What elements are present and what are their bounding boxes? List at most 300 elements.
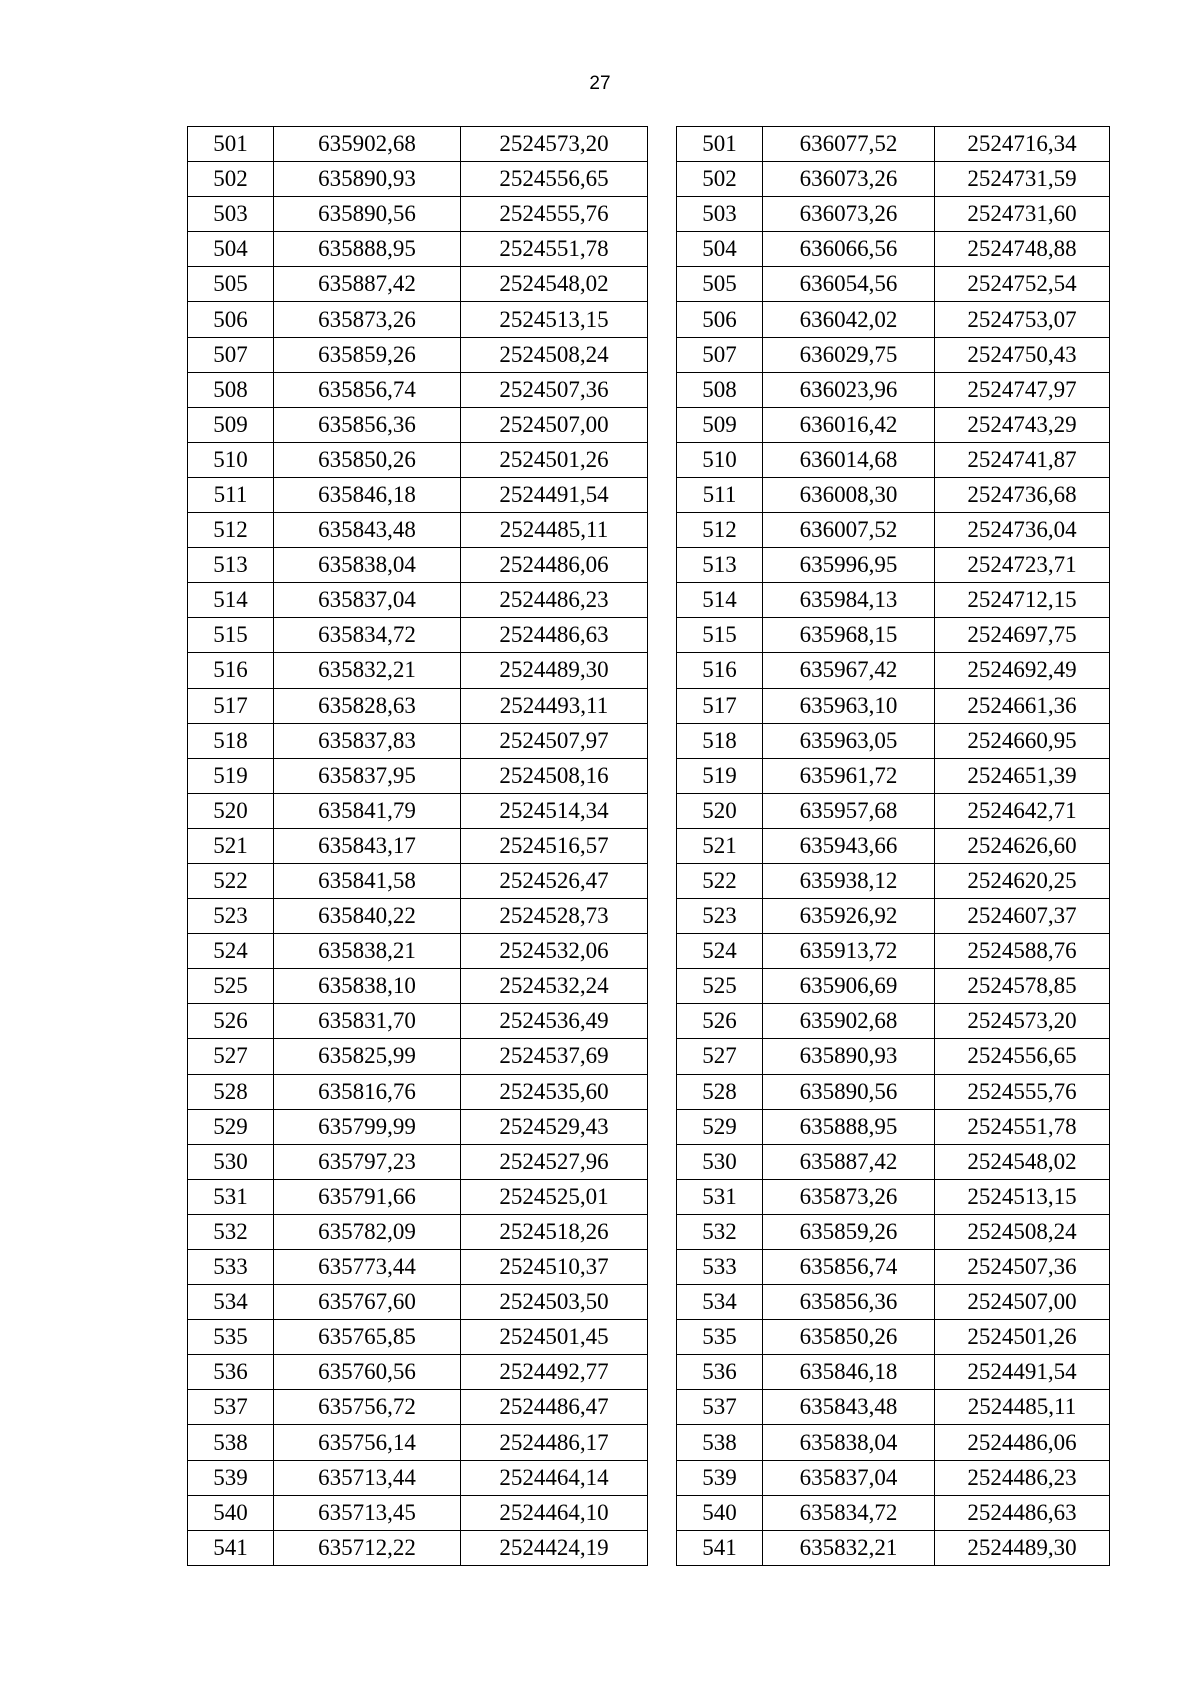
table-row [188,1285,648,1320]
y-coordinate-cell: 2524508,24 [461,337,648,372]
y-coordinate-cell: 2524573,20 [461,127,648,162]
x-coordinate-cell: 635837,04 [763,1460,935,1495]
x-coordinate-cell: 635782,09 [274,1214,461,1249]
point-number-cell: 528 [188,1074,274,1109]
table-row [188,723,648,758]
x-coordinate-cell: 635832,21 [274,653,461,688]
table-row [677,442,1110,477]
table-row [188,899,648,934]
x-coordinate-cell: 635890,56 [274,197,461,232]
point-number-cell: 525 [188,969,274,1004]
y-coordinate-cell: 2524573,20 [935,1004,1110,1039]
y-coordinate-cell: 2524507,36 [461,372,648,407]
point-number-cell: 532 [188,1214,274,1249]
y-coordinate-cell: 2524620,25 [935,863,1110,898]
y-coordinate-cell: 2524464,14 [461,1460,648,1495]
point-number-cell: 510 [677,442,763,477]
y-coordinate-cell: 2524513,15 [935,1179,1110,1214]
table-row [188,618,648,653]
y-coordinate-cell: 2524491,54 [461,477,648,512]
x-coordinate-cell: 635756,72 [274,1390,461,1425]
x-coordinate-cell: 635957,68 [763,793,935,828]
y-coordinate-cell: 2524651,39 [935,758,1110,793]
y-coordinate-cell: 2524486,23 [461,583,648,618]
y-coordinate-cell: 2524486,06 [461,548,648,583]
table-row [188,302,648,337]
x-coordinate-cell: 636014,68 [763,442,935,477]
point-number-cell: 515 [188,618,274,653]
point-number-cell: 530 [677,1144,763,1179]
table-row [188,442,648,477]
point-number-cell: 521 [188,828,274,863]
point-number-cell: 529 [188,1109,274,1144]
x-coordinate-cell: 635890,93 [274,162,461,197]
point-number-cell: 516 [188,653,274,688]
y-coordinate-cell: 2524501,26 [461,442,648,477]
point-number-cell: 525 [677,969,763,1004]
y-coordinate-cell: 2524507,36 [935,1250,1110,1285]
point-number-cell: 503 [677,197,763,232]
y-coordinate-cell: 2524731,60 [935,197,1110,232]
y-coordinate-cell: 2524486,47 [461,1390,648,1425]
y-coordinate-cell: 2524536,49 [461,1004,648,1039]
y-coordinate-cell: 2524607,37 [935,899,1110,934]
x-coordinate-cell: 635850,26 [763,1320,935,1355]
point-number-cell: 534 [188,1285,274,1320]
point-number-cell: 505 [188,267,274,302]
point-number-cell: 505 [677,267,763,302]
y-coordinate-cell: 2524642,71 [935,793,1110,828]
point-number-cell: 524 [188,934,274,969]
point-number-cell: 534 [677,1285,763,1320]
table-row [677,1495,1110,1530]
table-row [188,127,648,162]
y-coordinate-cell: 2524486,17 [461,1425,648,1460]
y-coordinate-cell: 2524514,34 [461,793,648,828]
table-row [188,828,648,863]
y-coordinate-cell: 2524537,69 [461,1039,648,1074]
x-coordinate-cell: 635887,42 [274,267,461,302]
y-coordinate-cell: 2524548,02 [935,1144,1110,1179]
table-row [188,162,648,197]
table-row [188,232,648,267]
point-number-cell: 518 [677,723,763,758]
x-coordinate-cell: 635846,18 [763,1355,935,1390]
point-number-cell: 504 [677,232,763,267]
x-coordinate-cell: 635767,60 [274,1285,461,1320]
point-number-cell: 513 [188,548,274,583]
table-row [188,793,648,828]
y-coordinate-cell: 2524486,06 [935,1425,1110,1460]
y-coordinate-cell: 2524548,02 [461,267,648,302]
table-row [188,1390,648,1425]
point-number-cell: 532 [677,1214,763,1249]
y-coordinate-cell: 2524492,77 [461,1355,648,1390]
x-coordinate-cell: 635841,58 [274,863,461,898]
point-number-cell: 504 [188,232,274,267]
table-row [677,372,1110,407]
x-coordinate-cell: 635888,95 [763,1109,935,1144]
point-number-cell: 526 [677,1004,763,1039]
point-number-cell: 521 [677,828,763,863]
x-coordinate-cell: 635902,68 [763,1004,935,1039]
y-coordinate-cell: 2524489,30 [461,653,648,688]
table-row [188,934,648,969]
table-row [677,407,1110,442]
y-coordinate-cell: 2524493,11 [461,688,648,723]
table-row [188,513,648,548]
table-row [677,337,1110,372]
x-coordinate-cell: 635797,23 [274,1144,461,1179]
table-row [188,758,648,793]
point-number-cell: 533 [677,1250,763,1285]
point-number-cell: 514 [188,583,274,618]
point-number-cell: 509 [677,407,763,442]
point-number-cell: 536 [188,1355,274,1390]
y-coordinate-cell: 2524508,24 [935,1214,1110,1249]
x-coordinate-cell: 635913,72 [763,934,935,969]
y-coordinate-cell: 2524752,54 [935,267,1110,302]
x-coordinate-cell: 635961,72 [763,758,935,793]
y-coordinate-cell: 2524518,26 [461,1214,648,1249]
x-coordinate-cell: 636016,42 [763,407,935,442]
point-number-cell: 512 [677,513,763,548]
y-coordinate-cell: 2524513,15 [461,302,648,337]
y-coordinate-cell: 2524507,97 [461,723,648,758]
table-row [188,1530,648,1565]
point-number-cell: 502 [188,162,274,197]
x-coordinate-cell: 635890,93 [763,1039,935,1074]
table-row [188,1355,648,1390]
x-coordinate-cell: 635832,21 [763,1530,935,1565]
table-row [677,1460,1110,1495]
table-row [677,1425,1110,1460]
x-coordinate-cell: 635967,42 [763,653,935,688]
table-row [188,583,648,618]
point-number-cell: 501 [677,127,763,162]
table-row [188,1425,648,1460]
y-coordinate-cell: 2524510,37 [461,1250,648,1285]
point-number-cell: 527 [677,1039,763,1074]
table-row [188,1495,648,1530]
x-coordinate-cell: 636073,26 [763,162,935,197]
table-row [188,197,648,232]
table-row [188,969,648,1004]
table-row [677,1074,1110,1109]
y-coordinate-cell: 2524723,71 [935,548,1110,583]
point-number-cell: 517 [188,688,274,723]
point-number-cell: 513 [677,548,763,583]
page-number: 27 [589,73,611,94]
table-row [677,197,1110,232]
x-coordinate-cell: 635773,44 [274,1250,461,1285]
x-coordinate-cell: 636023,96 [763,372,935,407]
y-coordinate-cell: 2524555,76 [935,1074,1110,1109]
x-coordinate-cell: 635856,74 [763,1250,935,1285]
x-coordinate-cell: 635837,95 [274,758,461,793]
table-row [677,1004,1110,1039]
y-coordinate-cell: 2524716,34 [935,127,1110,162]
table-body [188,127,648,1566]
table-row [188,1039,648,1074]
table-row [677,828,1110,863]
x-coordinate-cell: 635859,26 [274,337,461,372]
table-row [677,583,1110,618]
point-number-cell: 507 [677,337,763,372]
point-number-cell: 531 [188,1179,274,1214]
point-number-cell: 539 [188,1460,274,1495]
y-coordinate-cell: 2524736,04 [935,513,1110,548]
x-coordinate-cell: 636066,56 [763,232,935,267]
table-row [677,1109,1110,1144]
x-coordinate-cell: 635843,48 [763,1390,935,1425]
y-coordinate-cell: 2524528,73 [461,899,648,934]
y-coordinate-cell: 2524556,65 [461,162,648,197]
point-number-cell: 515 [677,618,763,653]
point-number-cell: 509 [188,407,274,442]
table-row [677,934,1110,969]
x-coordinate-cell: 636073,26 [763,197,935,232]
table-row [188,548,648,583]
point-number-cell: 501 [188,127,274,162]
table-row [188,337,648,372]
x-coordinate-cell: 635825,99 [274,1039,461,1074]
y-coordinate-cell: 2524532,06 [461,934,648,969]
y-coordinate-cell: 2524507,00 [461,407,648,442]
y-coordinate-cell: 2524464,10 [461,1495,648,1530]
table-row [677,1390,1110,1425]
point-number-cell: 503 [188,197,274,232]
y-coordinate-cell: 2524486,63 [935,1495,1110,1530]
table-row [677,1144,1110,1179]
table-row [188,372,648,407]
x-coordinate-cell: 635846,18 [274,477,461,512]
x-coordinate-cell: 635841,79 [274,793,461,828]
y-coordinate-cell: 2524516,57 [461,828,648,863]
y-coordinate-cell: 2524712,15 [935,583,1110,618]
table-row [677,162,1110,197]
point-number-cell: 526 [188,1004,274,1039]
point-number-cell: 520 [677,793,763,828]
x-coordinate-cell: 635859,26 [763,1214,935,1249]
point-number-cell: 522 [677,863,763,898]
point-number-cell: 508 [677,372,763,407]
x-coordinate-cell: 636029,75 [763,337,935,372]
y-coordinate-cell: 2524556,65 [935,1039,1110,1074]
y-coordinate-cell: 2524501,26 [935,1320,1110,1355]
x-coordinate-cell: 635816,76 [274,1074,461,1109]
x-coordinate-cell: 635713,45 [274,1495,461,1530]
table-row [677,1355,1110,1390]
table-row [677,863,1110,898]
point-number-cell: 511 [677,477,763,512]
point-number-cell: 524 [677,934,763,969]
x-coordinate-cell: 635712,22 [274,1530,461,1565]
y-coordinate-cell: 2524661,36 [935,688,1110,723]
point-number-cell: 517 [677,688,763,723]
y-coordinate-cell: 2524527,96 [461,1144,648,1179]
table-row [677,302,1110,337]
point-number-cell: 511 [188,477,274,512]
table-row [188,407,648,442]
point-number-cell: 508 [188,372,274,407]
x-coordinate-cell: 636042,02 [763,302,935,337]
x-coordinate-cell: 635791,66 [274,1179,461,1214]
x-coordinate-cell: 636007,52 [763,513,935,548]
y-coordinate-cell: 2524535,60 [461,1074,648,1109]
table-row [677,1214,1110,1249]
x-coordinate-cell: 635856,36 [274,407,461,442]
table-row [677,723,1110,758]
y-coordinate-cell: 2524692,49 [935,653,1110,688]
point-number-cell: 514 [677,583,763,618]
point-number-cell: 535 [188,1320,274,1355]
table-row [677,1039,1110,1074]
point-number-cell: 519 [677,758,763,793]
x-coordinate-cell: 635963,05 [763,723,935,758]
y-coordinate-cell: 2524753,07 [935,302,1110,337]
x-coordinate-cell: 635834,72 [274,618,461,653]
y-coordinate-cell: 2524750,43 [935,337,1110,372]
x-coordinate-cell: 635838,04 [274,548,461,583]
point-number-cell: 538 [677,1425,763,1460]
table-row [677,688,1110,723]
table-row [677,899,1110,934]
x-coordinate-cell: 635887,42 [763,1144,935,1179]
table-row [188,1250,648,1285]
table-row [188,1074,648,1109]
y-coordinate-cell: 2524551,78 [461,232,648,267]
point-number-cell: 535 [677,1320,763,1355]
point-number-cell: 531 [677,1179,763,1214]
y-coordinate-cell: 2524489,30 [935,1530,1110,1565]
y-coordinate-cell: 2524485,11 [935,1390,1110,1425]
table-row [188,1460,648,1495]
x-coordinate-cell: 635996,95 [763,548,935,583]
table-row [677,513,1110,548]
point-number-cell: 540 [677,1495,763,1530]
y-coordinate-cell: 2524626,60 [935,828,1110,863]
point-number-cell: 537 [677,1390,763,1425]
table-row [188,653,648,688]
point-number-cell: 541 [677,1530,763,1565]
point-number-cell: 541 [188,1530,274,1565]
x-coordinate-cell: 635837,83 [274,723,461,758]
table-row [188,1004,648,1039]
y-coordinate-cell: 2524507,00 [935,1285,1110,1320]
point-number-cell: 537 [188,1390,274,1425]
x-coordinate-cell: 636008,30 [763,477,935,512]
table-row [677,477,1110,512]
y-coordinate-cell: 2524532,24 [461,969,648,1004]
y-coordinate-cell: 2524486,23 [935,1460,1110,1495]
x-coordinate-cell: 635902,68 [274,127,461,162]
x-coordinate-cell: 635834,72 [763,1495,935,1530]
table-row [677,1285,1110,1320]
table-row [677,653,1110,688]
x-coordinate-cell: 635838,21 [274,934,461,969]
y-coordinate-cell: 2524486,63 [461,618,648,653]
coordinates-table-left [187,126,648,1566]
point-number-cell: 506 [188,302,274,337]
point-number-cell: 520 [188,793,274,828]
y-coordinate-cell: 2524588,76 [935,934,1110,969]
table-row [188,1144,648,1179]
table-row [188,1109,648,1144]
x-coordinate-cell: 635831,70 [274,1004,461,1039]
y-coordinate-cell: 2524424,19 [461,1530,648,1565]
point-number-cell: 510 [188,442,274,477]
point-number-cell: 527 [188,1039,274,1074]
x-coordinate-cell: 635890,56 [763,1074,935,1109]
y-coordinate-cell: 2524736,68 [935,477,1110,512]
x-coordinate-cell: 635843,48 [274,513,461,548]
y-coordinate-cell: 2524526,47 [461,863,648,898]
point-number-cell: 536 [677,1355,763,1390]
x-coordinate-cell: 635843,17 [274,828,461,863]
point-number-cell: 507 [188,337,274,372]
y-coordinate-cell: 2524551,78 [935,1109,1110,1144]
x-coordinate-cell: 635850,26 [274,442,461,477]
table-body [677,127,1110,1566]
table-row [677,548,1110,583]
x-coordinate-cell: 635799,99 [274,1109,461,1144]
x-coordinate-cell: 635838,10 [274,969,461,1004]
y-coordinate-cell: 2524501,45 [461,1320,648,1355]
x-coordinate-cell: 635713,44 [274,1460,461,1495]
point-number-cell: 528 [677,1074,763,1109]
y-coordinate-cell: 2524485,11 [461,513,648,548]
point-number-cell: 519 [188,758,274,793]
x-coordinate-cell: 635963,10 [763,688,935,723]
point-number-cell: 516 [677,653,763,688]
y-coordinate-cell: 2524747,97 [935,372,1110,407]
point-number-cell: 522 [188,863,274,898]
x-coordinate-cell: 635838,04 [763,1425,935,1460]
y-coordinate-cell: 2524578,85 [935,969,1110,1004]
point-number-cell: 518 [188,723,274,758]
y-coordinate-cell: 2524555,76 [461,197,648,232]
table-row [677,232,1110,267]
table-row [188,477,648,512]
point-number-cell: 502 [677,162,763,197]
x-coordinate-cell: 635856,74 [274,372,461,407]
coordinates-table-right [676,126,1110,1566]
table-row [677,1250,1110,1285]
y-coordinate-cell: 2524697,75 [935,618,1110,653]
table-row [677,1320,1110,1355]
x-coordinate-cell: 636054,56 [763,267,935,302]
y-coordinate-cell: 2524508,16 [461,758,648,793]
y-coordinate-cell: 2524743,29 [935,407,1110,442]
point-number-cell: 529 [677,1109,763,1144]
point-number-cell: 506 [677,302,763,337]
point-number-cell: 539 [677,1460,763,1495]
point-number-cell: 540 [188,1495,274,1530]
x-coordinate-cell: 635943,66 [763,828,935,863]
table-row [677,969,1110,1004]
x-coordinate-cell: 635756,14 [274,1425,461,1460]
x-coordinate-cell: 635828,63 [274,688,461,723]
table-row [677,1530,1110,1565]
point-number-cell: 533 [188,1250,274,1285]
y-coordinate-cell: 2524660,95 [935,723,1110,758]
x-coordinate-cell: 635840,22 [274,899,461,934]
y-coordinate-cell: 2524741,87 [935,442,1110,477]
y-coordinate-cell: 2524525,01 [461,1179,648,1214]
point-number-cell: 538 [188,1425,274,1460]
table-row [188,1320,648,1355]
